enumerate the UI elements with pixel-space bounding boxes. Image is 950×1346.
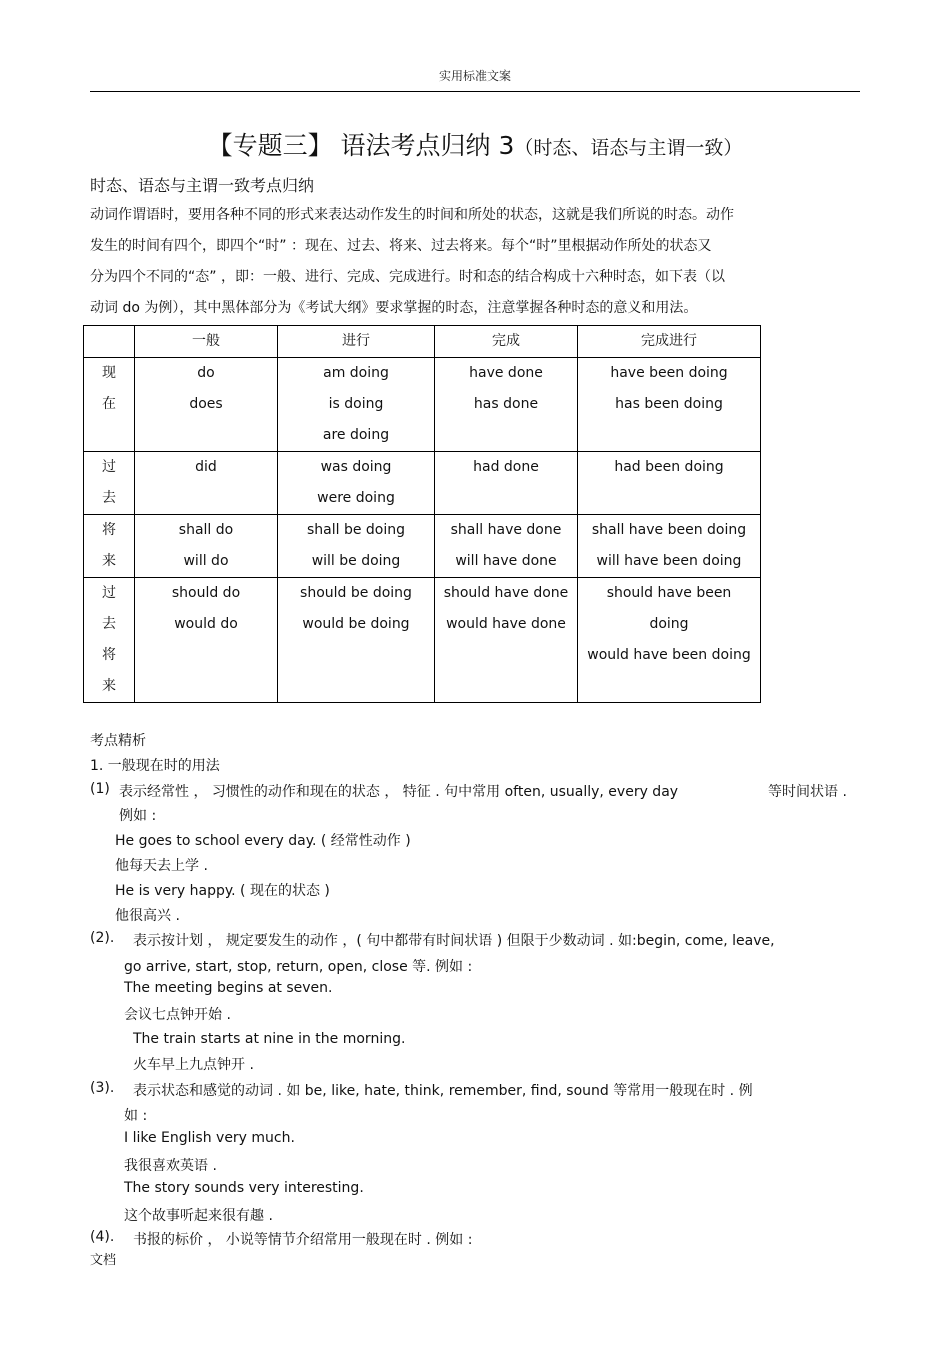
example-line: 这个故事听起来很有趣 . (124, 1208, 273, 1224)
table-cell (135, 452, 278, 515)
cell-line: are doing (322, 427, 390, 443)
example-line: He goes to school every day. ( 经常性动作 ) (115, 833, 411, 849)
header-cell: 完成 (435, 326, 578, 358)
para-number: (3). (90, 1080, 115, 1096)
section-subtitle: 时态、语态与主谓一致考点归纳 (90, 176, 315, 195)
cell-line: would have done (446, 616, 566, 632)
page-header: 实用标准文案 (438, 69, 511, 83)
cell-line: shall have been doing (591, 522, 747, 538)
table-row (84, 452, 761, 515)
section-heading: 考点精析 (90, 733, 146, 749)
row-label (84, 452, 135, 515)
intro-line: 动词作谓语时，要用各种不同的形式来表达动作发生的时间和所处的状态，这就是我们所说的时态。动作 (90, 207, 734, 223)
tense-table (83, 325, 761, 703)
row-label-char: 去 (102, 616, 116, 632)
para-text: 表示经常性 ， 习惯性的动作和现在的状态 ， 特征 . 句中常用 often, usually, every day (119, 784, 679, 800)
item-heading: 1. 一般现在时的用法 (90, 758, 220, 774)
table-cell (435, 578, 578, 703)
table-cell (278, 452, 435, 515)
cell-line: do (197, 365, 215, 381)
row-label (84, 578, 135, 703)
cell-line: shall do (178, 522, 234, 538)
para-text: 表示按计划 ， 规定要发生的动作 ，( 句中都带有时间状语 ) 但限于少数动词 . 如:begin, come, leave, (133, 933, 775, 949)
para-continuation: 如 : (124, 1108, 148, 1124)
table-header-row (84, 326, 761, 358)
cell-line: will have done (455, 553, 557, 569)
table-cell (278, 358, 435, 452)
table-cell (135, 515, 278, 578)
row-label (84, 515, 135, 578)
table-cell (578, 578, 761, 703)
title-sub: （时态、语态与主谓一致） (514, 137, 743, 159)
row-label-char: 过 (102, 459, 116, 475)
example-line: 会议七点钟开始 . (124, 1007, 231, 1023)
table-cell (435, 358, 578, 452)
cell-line: have done (469, 365, 543, 381)
cell-line: does (189, 396, 223, 412)
cell-line: has been doing (615, 396, 723, 412)
page-footer: 文档 (90, 1253, 117, 1268)
example-line: 火车早上九点钟开 . (133, 1057, 254, 1073)
title-main: 【专题三】 语法考点归纳 3 (207, 131, 515, 160)
intro-line: 动词 do 为例），其中黑体部分为《考试大纲》要求掌握的时态，注意掌握各种时态的意义和用法。 (90, 300, 698, 316)
cell-line: had done (473, 459, 539, 475)
row-label-char: 现 (102, 365, 116, 381)
cell-line: were doing (317, 490, 395, 506)
para-continuation: 例如 : (119, 808, 157, 824)
header-cell: 进行 (278, 326, 435, 358)
cell-line: should be doing (300, 585, 412, 601)
cell-line: should do (171, 585, 241, 601)
example-line: I like English very much. (124, 1130, 295, 1146)
cell-line: should have been (606, 585, 732, 601)
intro-line: 发生的时间有四个，即四个“时” ：现在、过去、将来、过去将来。每个“时”里根据动作所处的状态又 (90, 238, 712, 254)
para-number: (4). (90, 1229, 115, 1245)
table-cell (435, 515, 578, 578)
table-cell (135, 578, 278, 703)
cell-line: would be doing (302, 616, 410, 632)
table-cell (578, 452, 761, 515)
table-cell (435, 452, 578, 515)
example-line: 我很喜欢英语 . (124, 1158, 217, 1174)
cell-line: is doing (328, 396, 384, 412)
table-cell (278, 578, 435, 703)
example-line: 他每天去上学 . (115, 858, 208, 874)
cell-line: shall be doing (306, 522, 406, 538)
cell-line: should have done (443, 585, 569, 601)
table-cell (135, 358, 278, 452)
row-label-char: 去 (102, 490, 116, 506)
para-number: (2). (90, 930, 115, 946)
row-label (84, 358, 135, 452)
cell-line: was doing (320, 459, 392, 475)
page-title (0, 126, 950, 162)
intro-line: 分为四个不同的“态” ，即：一般、进行、完成、完成进行。时和态的结合构成十六种时态，如下表（以 (90, 269, 725, 285)
table-cell (578, 358, 761, 452)
cell-line: will have been doing (596, 553, 742, 569)
row-label-char: 将 (102, 647, 116, 663)
row-label-char: 过 (102, 585, 116, 601)
para-text: 表示状态和感觉的动词 . 如 be, like, hate, think, remember, find, sound 等常用一般现在时 . 例 (133, 1083, 753, 1099)
para-text: 书报的标价 ， 小说等情节介绍常用一般现在时 . 例如 : (133, 1232, 473, 1248)
cell-line: have been doing (610, 365, 728, 381)
table-row (84, 578, 761, 703)
header-cell: 一般 (135, 326, 278, 358)
example-line: The train starts at nine in the morning. (133, 1031, 406, 1047)
para-tail: 等时间状语 . (768, 784, 847, 800)
cell-line: am doing (323, 365, 389, 381)
table-cell (278, 515, 435, 578)
example-line: The story sounds very interesting. (124, 1180, 364, 1196)
cell-line: doing (649, 616, 689, 632)
example-line: 他很高兴 . (115, 908, 180, 924)
table-row (84, 358, 761, 452)
cell-line: would have been doing (587, 647, 751, 663)
para-number: (1) (90, 781, 110, 797)
row-label-char: 来 (102, 553, 116, 569)
row-label-char: 在 (102, 396, 116, 412)
row-label-char: 将 (102, 522, 116, 538)
table-row (84, 515, 761, 578)
header-rule (90, 91, 860, 92)
cell-line: did (195, 459, 217, 475)
example-line: The meeting begins at seven. (124, 980, 333, 996)
header-cell: 完成进行 (578, 326, 761, 358)
row-label-char: 来 (102, 678, 116, 694)
cell-line: would do (174, 616, 238, 632)
cell-line: has done (473, 396, 539, 412)
para-continuation: go arrive, start, stop, return, open, close 等. 例如 : (124, 959, 473, 975)
table-cell (578, 515, 761, 578)
cell-line: will be doing (311, 553, 401, 569)
cell-line: shall have done (450, 522, 562, 538)
cell-line: had been doing (614, 459, 724, 475)
example-line: He is very happy. ( 现在的状态 ) (115, 883, 330, 899)
header-cell (84, 326, 135, 358)
cell-line: will do (183, 553, 229, 569)
